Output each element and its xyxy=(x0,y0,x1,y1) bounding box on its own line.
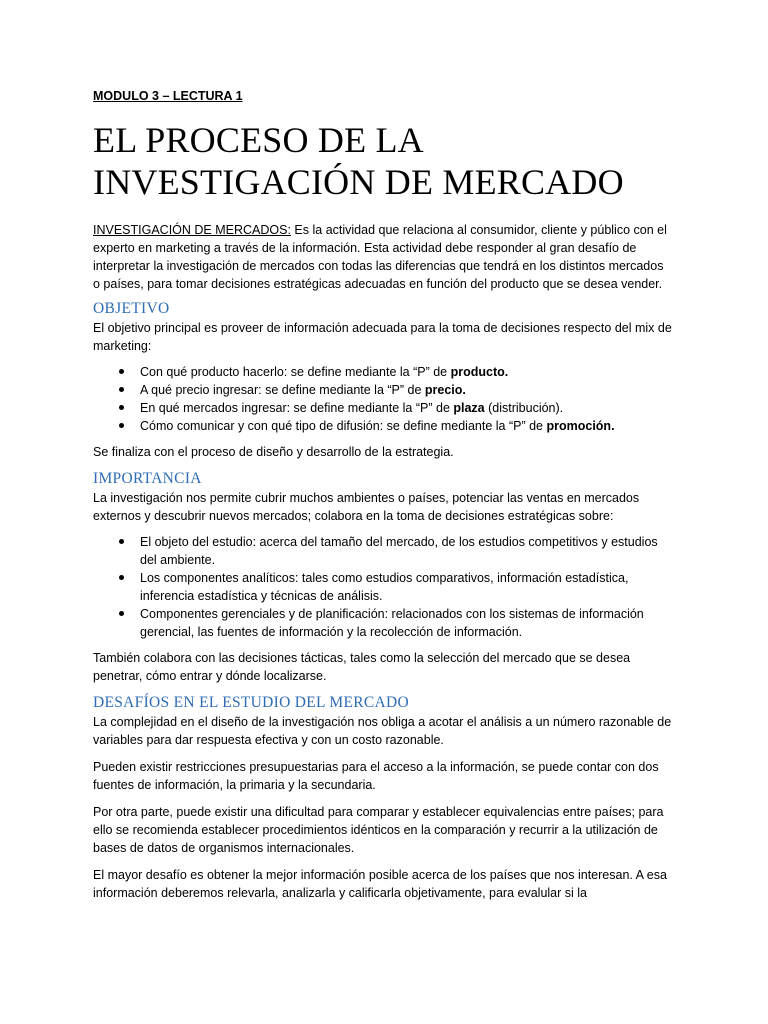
importancia-paragraph: La investigación nos permite cubrir muchos ambientes o países, potenciar las ventas en mercados externos y descubrir nuevos mercados; colabora en la toma de decisiones estratégicas sobre: xyxy=(93,491,640,523)
intro-term: INVESTIGACIÓN DE MERCADOS: xyxy=(93,223,291,237)
title-line-2: INVESTIGACIÓN DE MERCADO xyxy=(93,162,624,202)
desafios-paragraph-2: Pueden existir restricciones presupuestarias para el acceso a la información, se puede contar con dos fuentes de información, la primaria y la secundaria. xyxy=(93,760,659,792)
intro-paragraph xyxy=(93,221,673,293)
module-label: MODULO 3 – LECTURA 1 xyxy=(93,89,243,103)
objetivo-closing: Se finaliza con el proceso de diseño y desarrollo de la estrategia. xyxy=(93,445,454,459)
list-item: Los componentes analíticos: tales como estudios comparativos, información estadística, inferencia estadística y técnicas de análisis. xyxy=(140,569,673,605)
list-item: Componentes gerenciales y de planificación: relacionados con los sistemas de información gerencial, las fuentes de información y la recolección de información. xyxy=(140,605,673,641)
list-item: Con qué producto hacerlo: se define mediante la “P” de producto. xyxy=(140,363,673,381)
page-title xyxy=(93,119,673,203)
intro-text: Es la actividad que relaciona al consumidor, cliente y público con el experto en marketing a través de la información. Esta actividad debe responder al gran desafío de interpretar la investigación de mercados con todas las diferencias que tendrá en los distintos mercados o países, para tomar decisiones estratégicas adecuadas en función del producto que se desea vender. xyxy=(93,223,667,291)
desafios-paragraph-3: Por otra parte, puede existir una dificultad para comparar y establecer equivalencias entre países; para ello se recomienda establecer procedimientos idénticos en la comparación y recurrir a la utilización de bases de datos de organismos internacionales. xyxy=(93,805,664,855)
heading-objetivo: OBJETIVO xyxy=(93,300,170,317)
list-item: A qué precio ingresar: se define mediante la “P” de precio. xyxy=(140,381,673,399)
document-page xyxy=(93,88,673,902)
importancia-closing: También colabora con las decisiones tácticas, tales como la selección del mercado que se desea penetrar, cómo entrar y dónde localizarse. xyxy=(93,651,631,683)
importancia-list xyxy=(93,533,673,641)
objetivo-paragraph: El objetivo principal es proveer de información adecuada para la toma de decisiones respecto del mix de marketing: xyxy=(93,321,672,353)
list-item: El objeto del estudio: acerca del tamaño del mercado, de los estudios competitivos y estudios del ambiente. xyxy=(140,533,673,569)
heading-desafios: DESAFÍOS EN EL ESTUDIO DEL MERCADO xyxy=(93,694,410,711)
heading-importancia: IMPORTANCIA xyxy=(93,470,202,487)
list-item: Cómo comunicar y con qué tipo de difusión: se define mediante la “P” de promoción. xyxy=(140,417,673,435)
desafios-paragraph-1: La complejidad en el diseño de la investigación nos obliga a acotar el análisis a un número razonable de variables para dar respuesta efectiva y con un costo razonable. xyxy=(93,715,672,747)
list-item: En qué mercados ingresar: se define mediante la “P” de plaza (distribución). xyxy=(140,399,673,417)
objetivo-list xyxy=(93,363,673,435)
desafios-paragraph-4: El mayor desafío es obtener la mejor información posible acerca de los países que nos interesan. A esa información deberemos relevarla, analizarla y calificarla objetivamente, para evalular si la xyxy=(93,868,667,900)
title-line-1: EL PROCESO DE LA xyxy=(93,120,424,160)
